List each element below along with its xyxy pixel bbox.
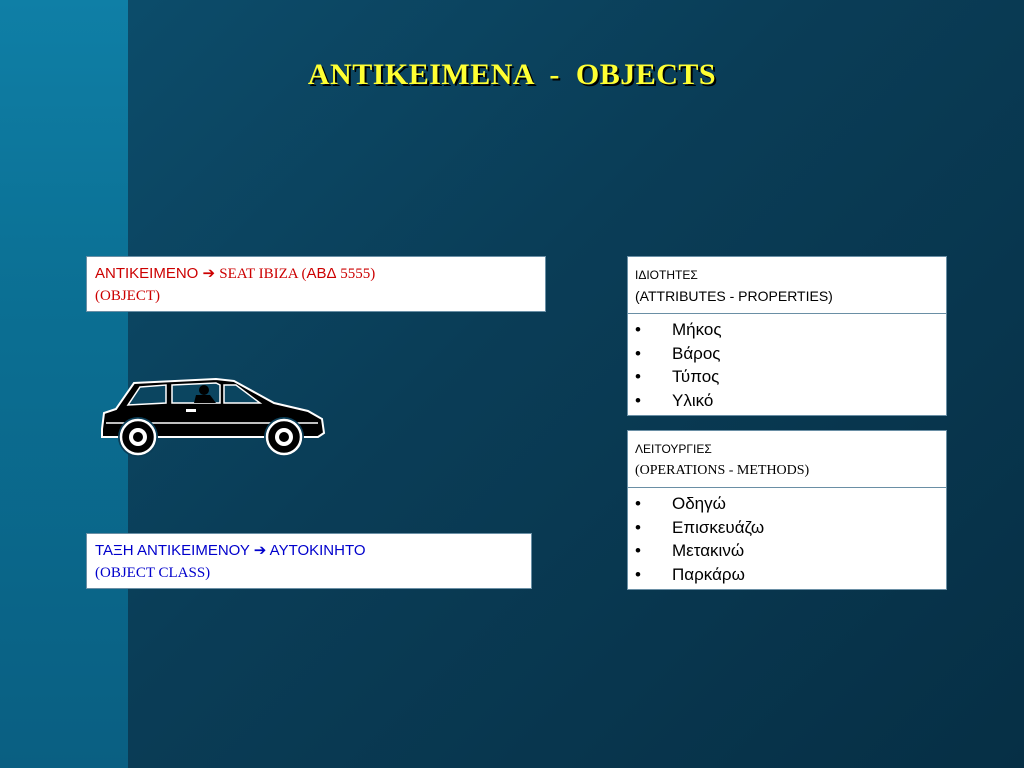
list-item: [628, 318, 946, 342]
object-class-label: ΤΑΞΗ ΑΝΤΙΚΕΙΜΕΝΟΥ: [95, 542, 250, 559]
bullet-icon: •: [635, 390, 641, 410]
list-item-label: Οδηγώ: [672, 494, 726, 513]
list-item: [628, 365, 946, 389]
object-label: ΑΝΤΙΚΕΙΜΕΝΟ: [95, 265, 199, 282]
list-item: [628, 539, 946, 563]
attributes-heading: ΙΔΙΟΤΗΤΕΣ: [635, 268, 698, 282]
attributes-header: [628, 257, 946, 314]
attributes-list: [628, 314, 946, 415]
arrow-icon: ➔: [253, 542, 267, 559]
bullet-icon: •: [635, 494, 641, 513]
list-item: [628, 342, 946, 366]
list-item: [628, 389, 946, 413]
list-item-label: Μήκος: [672, 320, 722, 339]
operations-subheading: (OPERATIONS - METHODS): [635, 463, 810, 478]
operations-heading: ΛΕΙΤΟΥΡΓΙΕΣ: [635, 442, 712, 456]
object-value-a: SEAT IBIZA (: [219, 266, 307, 282]
object-class-sub: (OBJECT CLASS): [95, 565, 211, 581]
list-item-label: Επισκευάζω: [672, 517, 765, 537]
slide-title: ANTIKEIMENA - OBJECTS: [307, 58, 717, 91]
object-value-b: ΑΒΔ: [306, 265, 337, 282]
operations-panel: [627, 430, 947, 590]
object-value-c: 5555): [336, 266, 376, 282]
object-class-box: [86, 533, 532, 589]
list-item-label: Υλικό: [672, 390, 714, 410]
object-class-line: [95, 540, 523, 562]
list-item-label: Βάρος: [672, 343, 721, 363]
list-item: [628, 563, 946, 587]
car-icon: [96, 375, 326, 465]
attributes-subheading: (ATTRIBUTES - PROPERTIES): [635, 288, 833, 304]
arrow-icon: ➔: [202, 265, 216, 282]
bullet-icon: •: [635, 564, 641, 584]
object-line: [95, 263, 537, 285]
object-box: [86, 256, 546, 312]
object-class-value: ΑΥΤΟΚΙΝΗΤΟ: [269, 542, 366, 559]
bullet-icon: •: [635, 320, 641, 339]
bullet-icon: •: [635, 517, 641, 537]
attributes-panel: [627, 256, 947, 416]
operations-header: [628, 431, 946, 488]
list-item-label: Παρκάρω: [672, 564, 745, 584]
object-sub: (OBJECT): [95, 288, 160, 304]
list-item-label: Μετακινώ: [672, 541, 745, 560]
list-item: [628, 492, 946, 516]
list-item: [628, 516, 946, 540]
bullet-icon: •: [635, 367, 641, 386]
bullet-icon: •: [635, 541, 641, 560]
operations-list: [628, 488, 946, 589]
bullet-icon: •: [635, 343, 641, 363]
list-item-label: Τύπος: [672, 367, 720, 386]
